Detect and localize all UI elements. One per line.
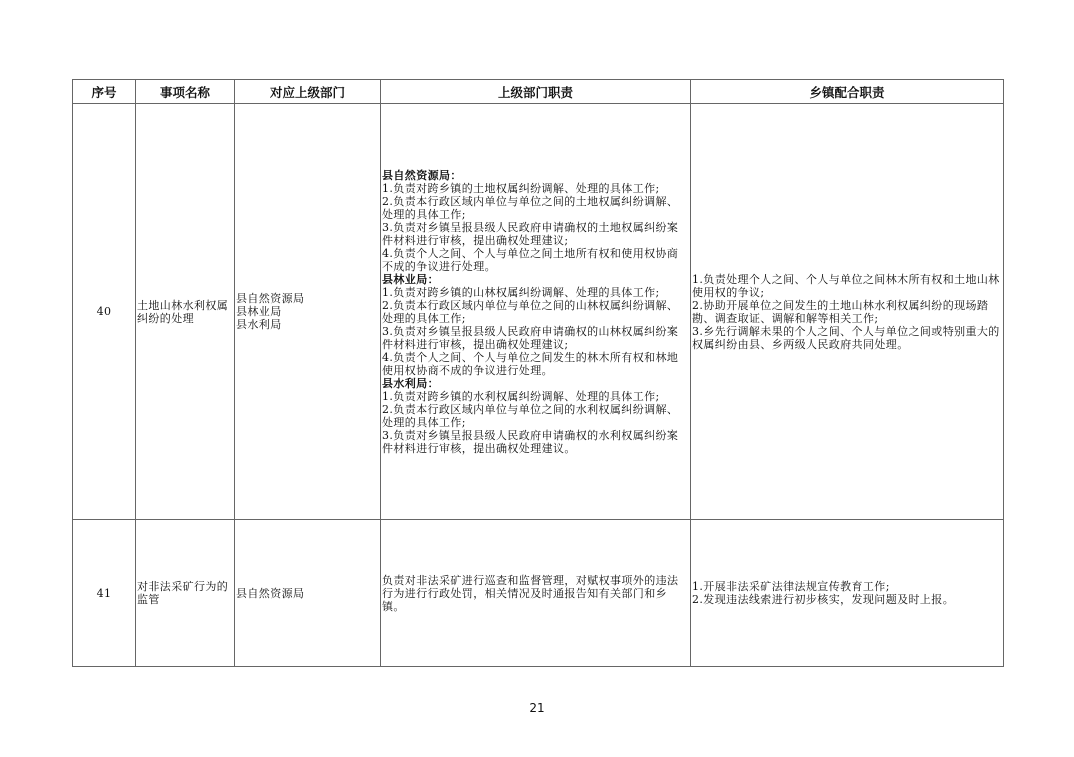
row-seq: 40	[73, 104, 136, 520]
row-town-duty	[691, 520, 1004, 667]
row-town-duty	[691, 104, 1004, 520]
row-depts	[235, 104, 381, 520]
row-item-name: 对非法采矿行为的监管	[136, 520, 235, 667]
header-seq: 序号	[73, 80, 136, 104]
header-upper-duty: 上级部门职责	[381, 80, 691, 104]
duty-item: 3.负责对乡镇呈报县级人民政府申请确权的水利权属纠纷案件材料进行审核，提出确权处理建议。	[382, 428, 679, 455]
table-row	[73, 520, 1004, 667]
duty-dept-heading: 县水利局：	[382, 376, 439, 390]
header-item-name: 事项名称	[136, 80, 235, 104]
duty-dept-heading: 县林业局：	[382, 272, 439, 286]
duty-item: 1.负责对跨乡镇的山林权属纠纷调解、处理的具体工作;	[382, 285, 660, 299]
town-duty-item: 2.发现违法线索进行初步核实，发现问题及时上报。	[692, 593, 955, 606]
duty-dept-heading: 县自然资源局：	[382, 168, 462, 182]
row-item-name: 土地山林水利权属纠纷的处理	[136, 104, 235, 520]
duty-item: 2.负责本行政区域内单位与单位之间的土地权属纠纷调解、处理的具体工作;	[382, 194, 679, 221]
duty-item: 2.负责本行政区域内单位与单位之间的水利权属纠纷调解、处理的具体工作;	[382, 402, 679, 429]
dept-name: 县自然资源局	[236, 292, 305, 305]
town-duty-item: 3.乡先行调解未果的个人之间、个人与单位之间或特别重大的权属纠纷由县、乡两级人民政府共同处理。	[692, 324, 1000, 351]
dept-name: 县林业局	[236, 305, 282, 318]
row-upper-duty	[381, 104, 691, 520]
row-depts	[235, 520, 381, 667]
duty-item: 1.负责对跨乡镇的水利权属纠纷调解、处理的具体工作;	[382, 389, 660, 403]
duty-item: 1.负责对跨乡镇的土地权属纠纷调解、处理的具体工作;	[382, 181, 660, 195]
duty-item: 4.负责个人之间、个人与单位之间发生的林木所有权和林地使用权协商不成的争议进行处理。	[382, 350, 679, 377]
page-number: 21	[529, 701, 545, 715]
duty-item: 3.负责对乡镇呈报县级人民政府申请确权的土地权属纠纷案件材料进行审核，提出确权处理建议;	[382, 220, 679, 247]
dept-name: 县水利局	[236, 318, 282, 331]
row-seq: 41	[73, 520, 136, 667]
header-upper-dept: 对应上级部门	[235, 80, 381, 104]
duty-item: 2.负责本行政区域内单位与单位之间的山林权属纠纷调解、处理的具体工作;	[382, 298, 679, 325]
dept-name: 县自然资源局	[236, 586, 305, 600]
town-duty-item: 1.开展非法采矿法律法规宣传教育工作;	[692, 580, 890, 593]
town-duty-item: 2.协助开展单位之间发生的土地山林水利权属纠纷的现场踏勘、调查取证、调解和解等相关工作;	[692, 298, 989, 325]
duty-item: 3.负责对乡镇呈报县级人民政府申请确权的山林权属纠纷案件材料进行审核，提出确权处理建议;	[382, 324, 679, 351]
duty-table	[72, 79, 1004, 667]
town-duty-item: 1.负责处理个人之间、个人与单位之间林木所有权和土地山林使用权的争议;	[692, 272, 1000, 299]
duty-item: 4.负责个人之间、个人与单位之间土地所有权和使用权协商不成的争议进行处理。	[382, 246, 679, 273]
row-upper-duty: 负责对非法采矿进行巡查和监督管理，对赋权事项外的违法行为进行行政处罚，相关情况及时通报告知有关部门和乡镇。	[381, 520, 691, 667]
table-row	[73, 104, 1004, 520]
table-header-row	[73, 80, 1004, 104]
header-town-duty: 乡镇配合职责	[691, 80, 1004, 104]
